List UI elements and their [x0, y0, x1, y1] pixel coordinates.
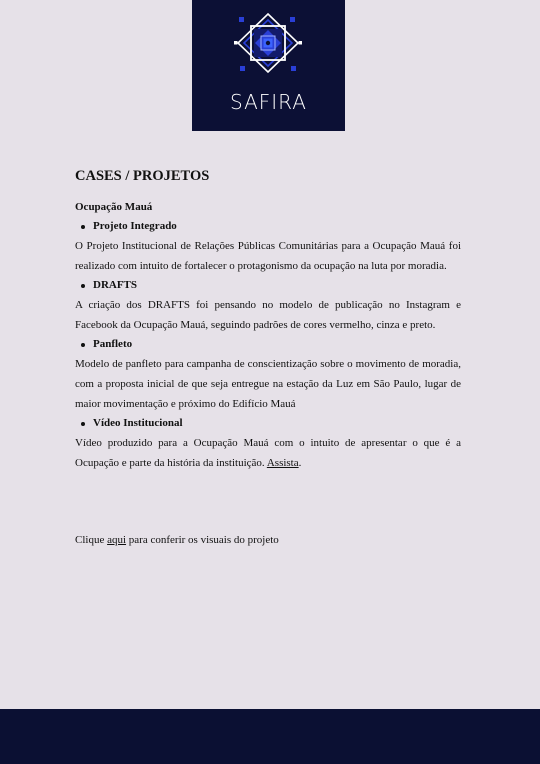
bullet-heading: Vídeo Institucional: [93, 417, 183, 429]
bullet-heading: Panfleto: [93, 338, 133, 350]
paragraph-projeto-integrado: O Projeto Institucional de Relações Públicas Comunitárias para a Ocupação Mauá foi realizado com intuito de fortalecer o protagonismo da ocupação na luta por moradia.: [75, 240, 461, 272]
bullet-panfleto: [75, 335, 461, 354]
footer-bar: [0, 709, 540, 764]
brand-logo: [192, 0, 345, 131]
cta-before: Clique: [75, 534, 108, 546]
case-title: Ocupação Mauá: [75, 201, 153, 213]
bullet-video-institucional: [75, 414, 461, 433]
bullet-dot: [81, 343, 85, 347]
cases-content: [75, 168, 461, 473]
brand-name: SAFIRA: [230, 90, 307, 114]
aqui-link[interactable]: aqui: [107, 534, 127, 546]
bullet-heading: DRAFTS: [93, 279, 138, 291]
cta-line: [75, 533, 279, 547]
bullet-drafts: [75, 276, 461, 295]
sapphire-logo-icon: [232, 12, 304, 76]
assista-link[interactable]: Assista: [266, 457, 299, 469]
video-text-end: .: [298, 457, 302, 469]
bullet-projeto-integrado: [75, 217, 461, 236]
paragraph-video-institucional: [75, 433, 461, 473]
bullet-heading: Projeto Integrado: [93, 220, 177, 232]
section-title: CASES / PROJETOS: [75, 168, 210, 184]
cta-after: para conferir os visuais do projeto: [126, 534, 279, 546]
bullet-dot: [81, 422, 85, 426]
bullet-dot: [81, 225, 85, 229]
paragraph-panfleto: Modelo de panfleto para campanha de conscientização sobre o movimento de moradia, com a proposta inicial de que seja entregue na estação da Luz em São Paulo, lugar de maior movimentação e próximo do Edifício Mauá: [75, 358, 461, 410]
video-text: Vídeo produzido para a Ocupação Mauá com o intuito de apresentar o que é a Ocupação e parte da história da instituição.: [75, 437, 461, 469]
bullet-dot: [81, 284, 85, 288]
paragraph-drafts: A criação dos DRAFTS foi pensando no modelo de publicação no Instagram e Facebook da Ocupação Mauá, seguindo padrões de cores vermelho, cinza e preto.: [75, 299, 461, 331]
